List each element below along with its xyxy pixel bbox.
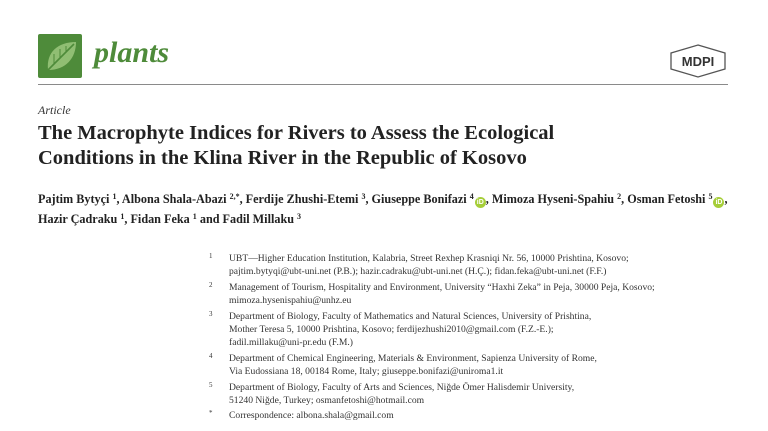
affiliation-number: 2 [209,280,213,289]
author-affiliation-marker: 4 [469,192,474,201]
affiliation-text-line: mimoza.hysenispahiu@unhz.eu [229,295,352,307]
author[interactable] [122,192,240,206]
author-list [38,188,738,228]
author-name: Albona Shala-Abazi [121,192,227,206]
author-affiliation-marker: 3 [297,212,302,221]
author-affiliation-marker: 1 [112,192,117,201]
affiliation-item [205,381,765,408]
affiliation-text-line: 51240 Niğde, Turkey; osmanfetoshi@hotmail.com [229,395,425,407]
affiliation-number: 4 [209,351,213,360]
author-separator: , [239,192,246,206]
author[interactable] [38,212,124,226]
affiliation-item [205,409,765,422]
author-separator: , [724,192,728,206]
author-separator: , [116,192,122,206]
affiliation-text-line: Management of Tourism, Hospitality and Environment, University “Haxhi Zeka” in Peja, 30000 Peja, Kosovo; [229,281,655,293]
title-line: Conditions in the Klina River in the Republic of Kosovo [38,147,527,169]
journal-logo-leaf-icon [38,34,82,78]
affiliation-number: 1 [209,252,213,260]
author[interactable] [223,212,302,226]
affiliation-number: * [209,409,213,418]
author-affiliation-marker: 1 [120,212,125,221]
affiliation-text-line: Via Eudossiana 18, 00184 Rome, Italy; giuseppe.bonifazi@uniroma1.it [229,366,504,378]
mdpi-logo [668,44,728,78]
affiliation-text-line: Correspondence: albona.shala@gmail.com [229,410,394,422]
author-name: Hazir Çadraku [38,212,118,226]
author[interactable] [130,212,196,226]
affiliation-item [205,352,765,379]
article-title [38,121,738,171]
author-name: Mimoza Hyseni-Spahiu [491,192,615,206]
author[interactable] [372,192,486,206]
author-name: Pajtim Bytyçi [38,192,110,206]
author-separator: and [196,212,223,226]
orcid-icon[interactable]: iD [715,199,723,206]
author-name: Fadil Millaku [222,212,294,226]
affiliation-number: 3 [209,309,213,318]
author-affiliation-marker: 3 [361,192,366,201]
author[interactable] [246,192,366,206]
header-divider [38,84,728,85]
affiliation-text-line: pajtim.bytyqi@ubt-uni.net (P.B.); hazir.cadraku@ubt-uni.net (H.Ç.); fidan.feka@ubt-uni.net (F.F.) [229,266,607,278]
author[interactable] [492,192,621,206]
affiliation-list [205,252,765,425]
affiliation-text-line: Department of Chemical Engineering, Materials & Environment, Sapienza University of Rome, [229,352,597,364]
affiliation-item [205,281,765,308]
author-name: Ferdije Zhushi-Etemi [245,192,359,206]
affiliation-text-line: Department of Biology, Faculty of Arts and Sciences, Niğde Ömer Halisdemir University, [229,381,575,393]
title-line: The Macrophyte Indices for Rivers to Assess the Ecological [38,122,555,144]
affiliation-text-line: fadil.millaku@uni-pr.edu (F.M.) [229,337,353,349]
author-separator: , [365,192,372,206]
author-affiliation-marker: 1 [192,212,197,221]
author-name: Fidan Feka [130,212,190,226]
affiliation-text-line: Mother Teresa 5, 10000 Prishtina, Kosovo; ferdijezhushi2010@gmail.com (F.Z.-E.); [229,324,554,336]
affiliation-item [205,310,765,350]
author-name: Giuseppe Bonifazi [371,192,467,206]
author-affiliation-marker: 2 [617,192,622,201]
affiliation-item [205,252,765,279]
author-separator: , [485,192,492,206]
author[interactable] [38,192,116,206]
author-name: Osman Fetoshi [627,192,706,206]
publisher-name: MDPI [681,54,715,69]
author[interactable] [627,192,724,206]
author-separator: , [124,212,131,226]
author-affiliation-marker: 2,* [229,192,240,201]
author-affiliation-marker: 5 [708,192,713,201]
article-type: Article [38,103,71,117]
journal-name: plants [94,36,170,69]
orcid-icon[interactable]: iD [476,199,484,206]
affiliation-text-line: UBT—Higher Education Institution, Kalabria, Street Rexhep Krasniqi Nr. 56, 10000 Prishtina, Kosovo; [229,253,629,264]
author-separator: , [621,192,628,206]
affiliation-number: 5 [209,380,213,389]
affiliation-text-line: Department of Biology, Faculty of Mathematics and Natural Sciences, University of Prishtina, [229,310,592,322]
